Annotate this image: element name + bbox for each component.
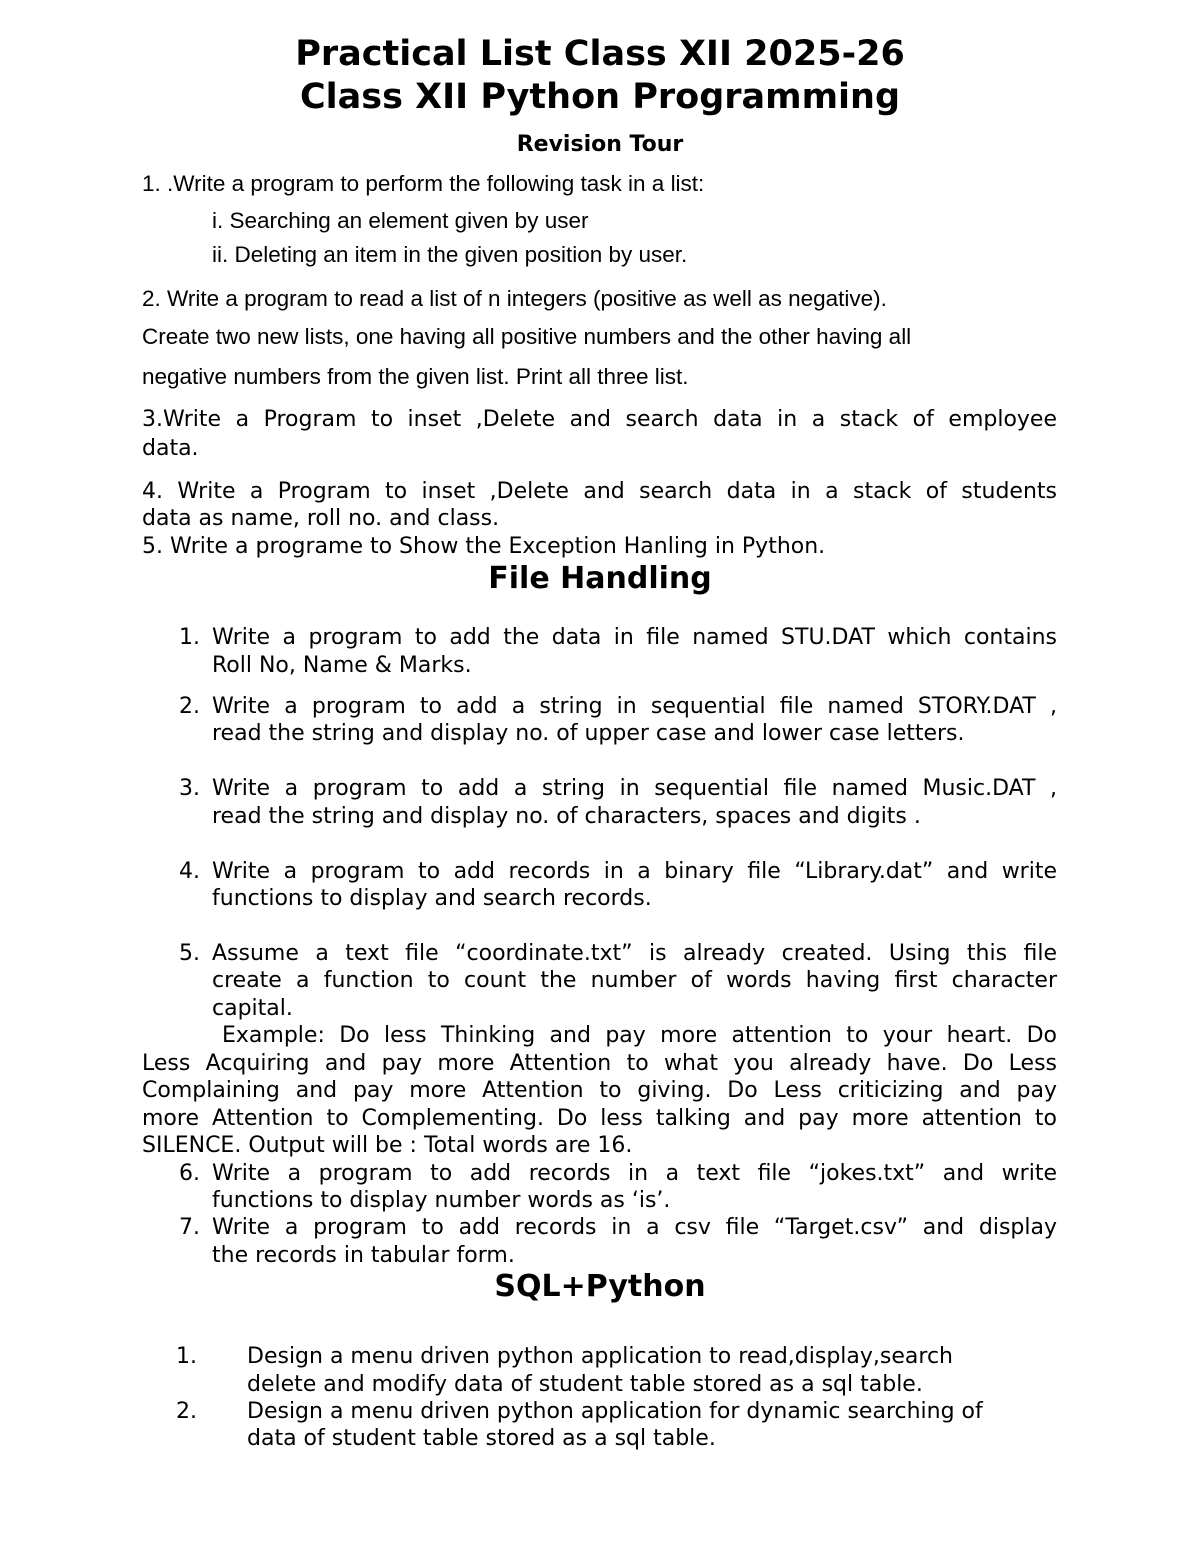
section-heading-revision-tour: Revision Tour (516, 132, 684, 157)
sql-item-1-number: 1. (176, 1344, 197, 1369)
fh-item-5-number: 5. (179, 941, 200, 966)
section-heading-sql-python: SQL+Python (494, 1269, 706, 1304)
fh-item-7-line2: the records in tabular form. (212, 1243, 515, 1268)
question-3-line1: 3.Write a Program to inset ,Delete and search data in a stack of employee (142, 407, 1057, 432)
question-5: 5. Write a programe to Show the Exception Hanling in Python. (142, 534, 826, 559)
fh-item-7-line1: Write a program to add records in a csv file “Target.csv” and display (212, 1215, 1057, 1240)
fh-item-3-line2: read the string and display no. of characters, spaces and digits . (212, 804, 921, 829)
sql-item-2-line2: data of student table stored as a sql table. (247, 1426, 716, 1451)
fh-item-5-line1: Assume a text file “coordinate.txt” is already created. Using this file (212, 941, 1057, 966)
fh-item-3-number: 3. (179, 776, 200, 801)
fh-item-6-number: 6. (179, 1161, 200, 1186)
fh-item-6-line1: Write a program to add records in a text file “jokes.txt” and write (212, 1161, 1057, 1186)
example-line1: Example: Do less Thinking and pay more attention to your heart. Do (222, 1023, 1057, 1048)
document-title-line2: Class XII Python Programming (299, 77, 901, 117)
sql-item-2-line1: Design a menu driven python application for dynamic searching of (247, 1399, 983, 1424)
fh-item-1-line2: Roll No, Name & Marks. (212, 653, 472, 678)
sql-item-1-line2: delete and modify data of student table stored as a sql table. (247, 1372, 923, 1397)
fh-item-2-line2: read the string and display no. of upper case and lower case letters. (212, 721, 965, 746)
fh-item-7-number: 7. (179, 1215, 200, 1240)
sql-item-1-line1: Design a menu driven python application to read,display,search (247, 1344, 953, 1369)
question-1-sub-i: i. Searching an element given by user (212, 208, 589, 233)
question-4-line2: data as name, roll no. and class. (142, 506, 500, 531)
fh-item-5-line2: create a function to count the number of words having first character (212, 968, 1057, 993)
fh-item-3-line1: Write a program to add a string in sequential file named Music.DAT , (212, 776, 1057, 801)
question-2-line2: Create two new lists, one having all positive numbers and the other having all (142, 324, 912, 349)
example-line5: SILENCE. Output will be : Total words are 16. (142, 1133, 633, 1158)
fh-item-1-number: 1. (179, 625, 200, 650)
fh-item-2-number: 2. (179, 694, 200, 719)
fh-item-4-number: 4. (179, 859, 200, 884)
fh-item-2-line1: Write a program to add a string in sequential file named STORY.DAT , (212, 694, 1057, 719)
fh-item-4-line1: Write a program to add records in a binary file “Library.dat” and write (212, 859, 1057, 884)
example-line3: Complaining and pay more Attention to giving. Do Less criticizing and pay (142, 1078, 1057, 1103)
section-heading-file-handling: File Handling (488, 561, 712, 596)
sql-item-2-number: 2. (176, 1399, 197, 1424)
question-2-line1: 2. Write a program to read a list of n integers (positive as well as negative). (142, 286, 887, 311)
example-line2: Less Acquiring and pay more Attention to what you already have. Do Less (142, 1051, 1057, 1076)
question-1: 1. .Write a program to perform the following task in a list: (142, 171, 705, 196)
question-2-line3: negative numbers from the given list. Print all three list. (142, 364, 689, 389)
fh-item-5-line3: capital. (212, 996, 293, 1021)
fh-item-4-line2: functions to display and search records. (212, 886, 652, 911)
fh-item-1-line1: Write a program to add the data in file named STU.DAT which contains (212, 625, 1057, 650)
fh-item-6-line2: functions to display number words as ‘is’. (212, 1188, 671, 1213)
question-4-line1: 4. Write a Program to inset ,Delete and search data in a stack of students (142, 479, 1057, 504)
document-title-line1: Practical List Class XII 2025-26 (295, 34, 905, 74)
question-3-line2: data. (142, 436, 199, 461)
example-line4: more Attention to Complementing. Do less talking and pay more attention to (142, 1106, 1057, 1131)
question-1-sub-ii: ii. Deleting an item in the given position by user. (212, 242, 688, 267)
